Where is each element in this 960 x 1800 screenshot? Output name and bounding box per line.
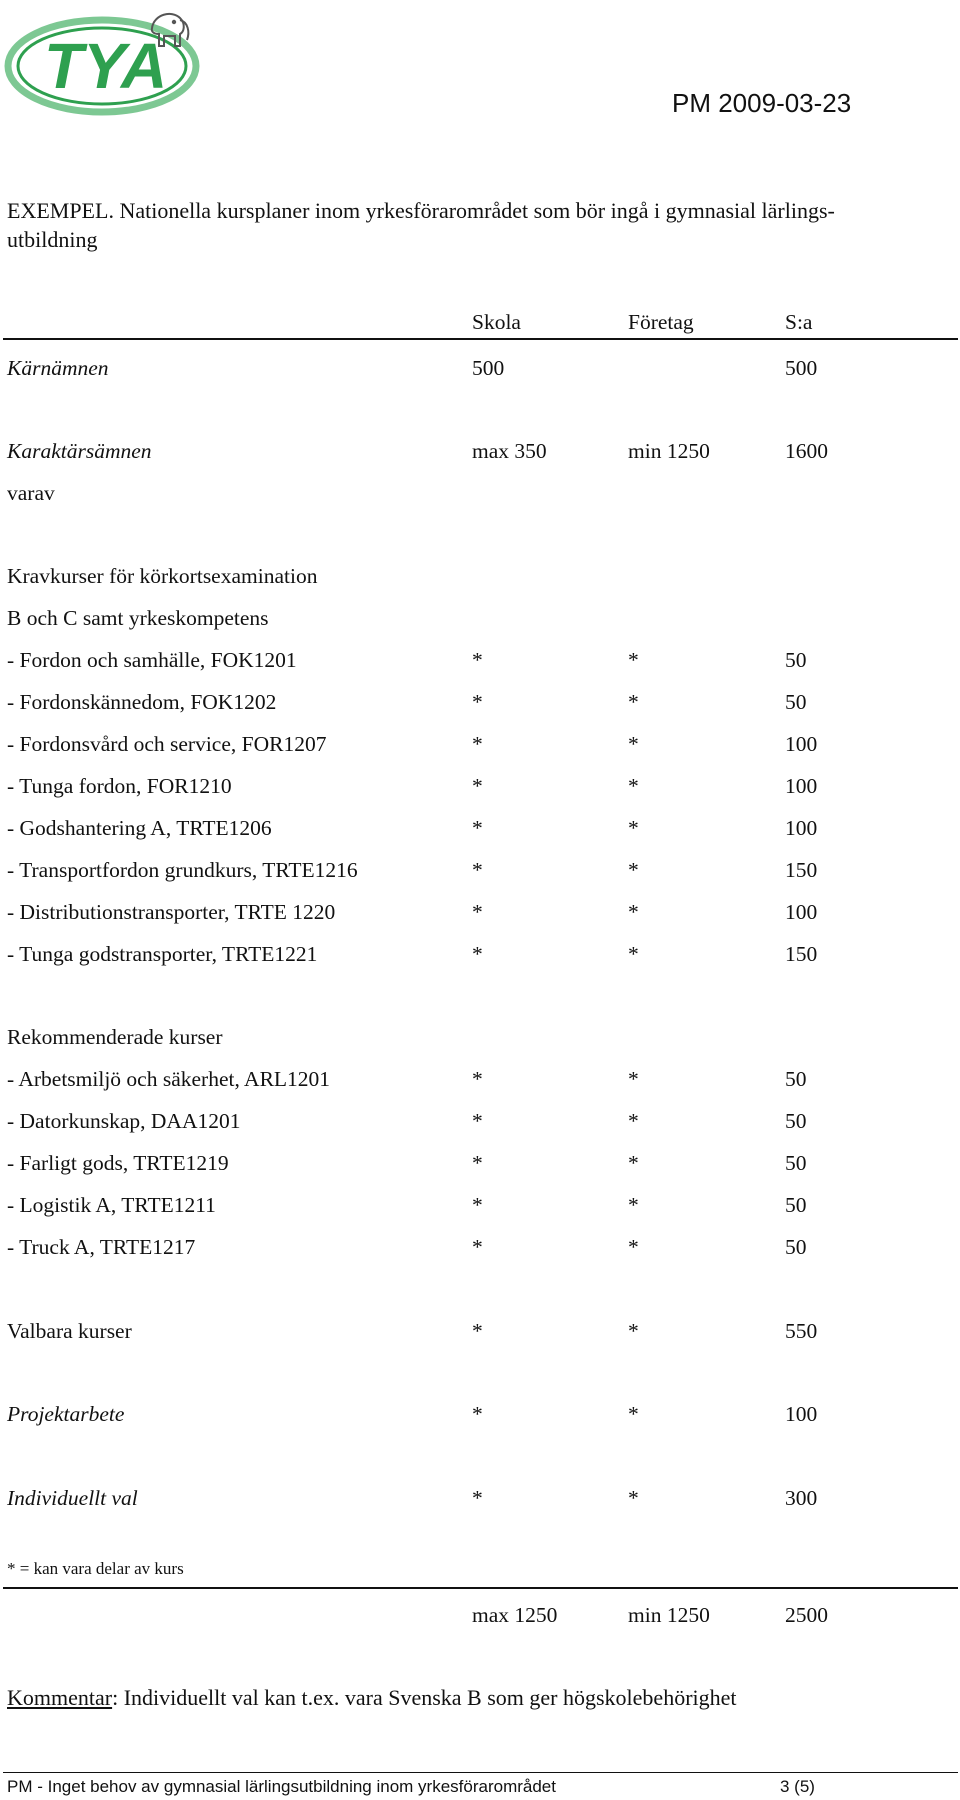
table-row	[0, 436, 960, 466]
row-label: - Farligt gods, TRTE1219	[7, 1151, 229, 1175]
table-row	[0, 897, 960, 927]
row-skola: *	[472, 1067, 483, 1091]
row-foretag: *	[628, 942, 639, 966]
row-sa: 1600	[785, 439, 828, 463]
row-sa: 50	[785, 1151, 807, 1175]
row-label: Karaktärsämnen	[7, 439, 152, 463]
row-foretag: *	[628, 774, 639, 798]
row-skola: *	[472, 648, 483, 672]
comment-label: Kommentar	[7, 1685, 113, 1710]
tya-logo	[4, 2, 204, 118]
table-row	[0, 729, 960, 759]
row-label: Individuellt val	[7, 1486, 138, 1510]
section-heading	[0, 1022, 960, 1052]
table-row	[0, 1106, 960, 1136]
row-label: Projektarbete	[7, 1402, 125, 1426]
row-sa: 100	[785, 900, 818, 924]
row-foretag: *	[628, 1067, 639, 1091]
row-foretag: *	[628, 1319, 639, 1343]
table-row	[0, 687, 960, 717]
table-row	[0, 1190, 960, 1220]
row-skola: *	[472, 858, 483, 882]
row-skola: *	[472, 1151, 483, 1175]
row-foretag: *	[628, 1402, 639, 1426]
row-foretag: *	[628, 900, 639, 924]
total-sa: 2500	[785, 1603, 828, 1627]
row-sa: 50	[785, 648, 807, 672]
row-skola: *	[472, 1402, 483, 1426]
row-label: - Transportfordon grundkurs, TRTE1216	[7, 858, 358, 882]
section-heading	[0, 603, 960, 633]
row-skola: *	[472, 1193, 483, 1217]
row-foretag: *	[628, 732, 639, 756]
row-foretag: *	[628, 816, 639, 840]
page-footer	[0, 1774, 960, 1800]
row-foretag: *	[628, 1193, 639, 1217]
row-sa: 100	[785, 1402, 818, 1426]
footer-text: PM - Inget behov av gymnasial lärlingsutbildning inom yrkesförarområdet	[7, 1777, 556, 1796]
row-sa: 50	[785, 1109, 807, 1133]
totals-row	[0, 1600, 960, 1630]
comment	[7, 1685, 737, 1711]
table-row	[0, 1399, 960, 1429]
row-skola: *	[472, 1486, 483, 1510]
row-foretag: *	[628, 1235, 639, 1259]
row-skola: *	[472, 732, 483, 756]
row-skola: *	[472, 690, 483, 714]
row-label: - Fordonsvård och service, FOR1207	[7, 732, 327, 756]
row-label: - Godshantering A, TRTE1206	[7, 816, 272, 840]
row-skola: *	[472, 1109, 483, 1133]
row-label: - Distributionstransporter, TRTE 1220	[7, 900, 336, 924]
document-date: PM 2009-03-23	[672, 88, 852, 118]
row-label: - Datorkunskap, DAA1201	[7, 1109, 241, 1133]
header-skola: Skola	[472, 310, 521, 334]
row-foretag: *	[628, 1109, 639, 1133]
row-sa: 100	[785, 732, 818, 756]
row-foretag: *	[628, 1486, 639, 1510]
row-label: - Fordonskännedom, FOK1202	[7, 690, 277, 714]
svg-text:TYA: TYA	[44, 30, 168, 102]
column-headers	[0, 307, 960, 337]
row-skola: 500	[472, 356, 505, 380]
row-sa: 50	[785, 1193, 807, 1217]
row-foretag: *	[628, 1151, 639, 1175]
row-foretag: *	[628, 858, 639, 882]
row-skola: *	[472, 900, 483, 924]
row-label: - Logistik A, TRTE1211	[7, 1193, 216, 1217]
row-label: - Tunga fordon, FOR1210	[7, 774, 232, 798]
header-rule	[3, 338, 958, 340]
table-row	[0, 353, 960, 383]
row-foretag: *	[628, 648, 639, 672]
row-label: B och C samt yrkeskompetens	[7, 606, 269, 630]
row-sa: 300	[785, 1486, 818, 1510]
table-row	[0, 1064, 960, 1094]
table-row	[0, 478, 960, 508]
row-label: Kärnämnen	[7, 356, 109, 380]
table-row	[0, 1232, 960, 1262]
totals-rule	[3, 1587, 958, 1589]
row-foretag: min 1250	[628, 439, 710, 463]
total-foretag: min 1250	[628, 1603, 710, 1627]
table-row	[0, 1483, 960, 1513]
table-row	[0, 771, 960, 801]
footnote: * = kan vara delar av kurs	[7, 1559, 184, 1578]
row-sa: 50	[785, 690, 807, 714]
row-label: Kravkurser för körkortsexamination	[7, 564, 318, 588]
table-row	[0, 813, 960, 843]
row-sa: 550	[785, 1319, 818, 1343]
row-sa: 50	[785, 1235, 807, 1259]
row-label: - Truck A, TRTE1217	[7, 1235, 196, 1259]
section-heading	[0, 561, 960, 591]
intro-text: EXEMPEL. Nationella kursplaner inom yrkesförarområdet som bör ingå i gymnasial lärlings-utbildning	[7, 198, 835, 252]
row-label: - Arbetsmiljö och säkerhet, ARL1201	[7, 1067, 331, 1091]
table-row	[0, 1148, 960, 1178]
header-sa: S:a	[785, 310, 813, 334]
row-sa: 100	[785, 774, 818, 798]
row-label: varav	[7, 481, 55, 505]
row-label: Rekommenderade kurser	[7, 1025, 223, 1049]
footer-rule	[3, 1772, 958, 1773]
row-label: - Fordon och samhälle, FOK1201	[7, 648, 297, 672]
table-row	[0, 645, 960, 675]
row-sa: 500	[785, 356, 818, 380]
row-skola: *	[472, 942, 483, 966]
table-row	[0, 1316, 960, 1346]
row-skola: *	[472, 1235, 483, 1259]
page-number: 3 (5)	[780, 1777, 815, 1796]
row-skola: *	[472, 1319, 483, 1343]
row-foretag: *	[628, 690, 639, 714]
row-sa: 100	[785, 816, 818, 840]
header-foretag: Företag	[628, 310, 694, 334]
comment-text: : Individuellt val kan t.ex. vara Svenska B som ger högskolebehörighet	[112, 1685, 737, 1710]
row-label: Valbara kurser	[7, 1319, 132, 1343]
row-sa: 150	[785, 942, 818, 966]
row-skola: max 350	[472, 439, 547, 463]
table-row	[0, 939, 960, 969]
row-sa: 150	[785, 858, 818, 882]
row-sa: 50	[785, 1067, 807, 1091]
table-row	[0, 855, 960, 885]
row-skola: *	[472, 816, 483, 840]
row-label: - Tunga godstransporter, TRTE1221	[7, 942, 318, 966]
total-skola: max 1250	[472, 1603, 558, 1627]
row-skola: *	[472, 774, 483, 798]
